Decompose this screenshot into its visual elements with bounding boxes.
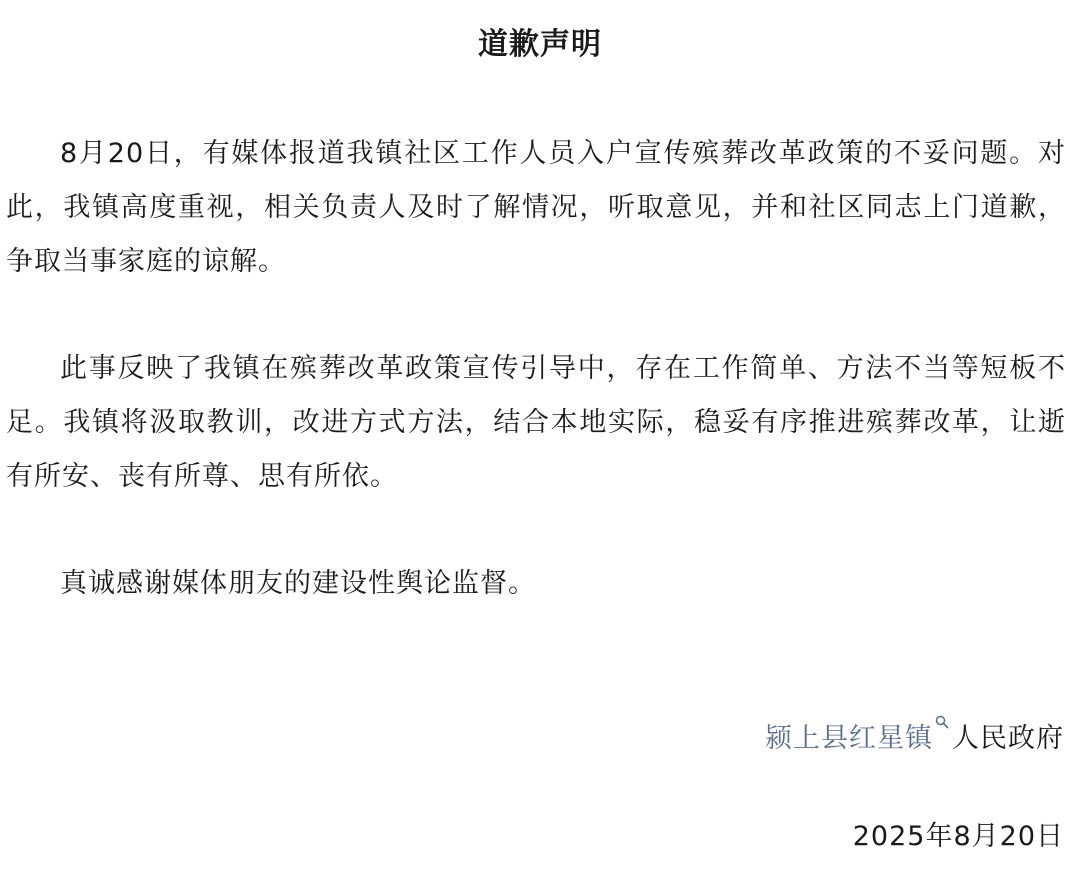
signature xyxy=(765,715,1064,762)
org-search-link[interactable]: 颍上县红星镇 xyxy=(765,723,933,754)
page-title: 道歉声明 xyxy=(478,27,602,62)
paragraph-3: 真诚感谢媒体朋友的建设性舆论监督。 xyxy=(60,568,536,599)
paragraph-1: 8月20日，有媒体报道我镇社区工作人员入户宣传殡葬改革政策的不妥问题。对此，我镇高度重视，相关负责人及时了解情况，听取意见，并和社区同志上门道歉，争取当事家庭的谅解。 xyxy=(6,138,1066,277)
paragraph-2: 此事反映了我镇在殡葬改革政策宣传引导中，存在工作简单、方法不当等短板不足。我镇将汲取教训，改进方式方法，结合本地实际，稳妥有序推进殡葬改革，让逝有所安、丧有所尊、思有所依。 xyxy=(6,353,1066,492)
org-suffix: 人民政府 xyxy=(952,723,1064,754)
statement-date: 2025年8月20日 xyxy=(852,821,1064,852)
search-icon[interactable] xyxy=(935,715,949,729)
